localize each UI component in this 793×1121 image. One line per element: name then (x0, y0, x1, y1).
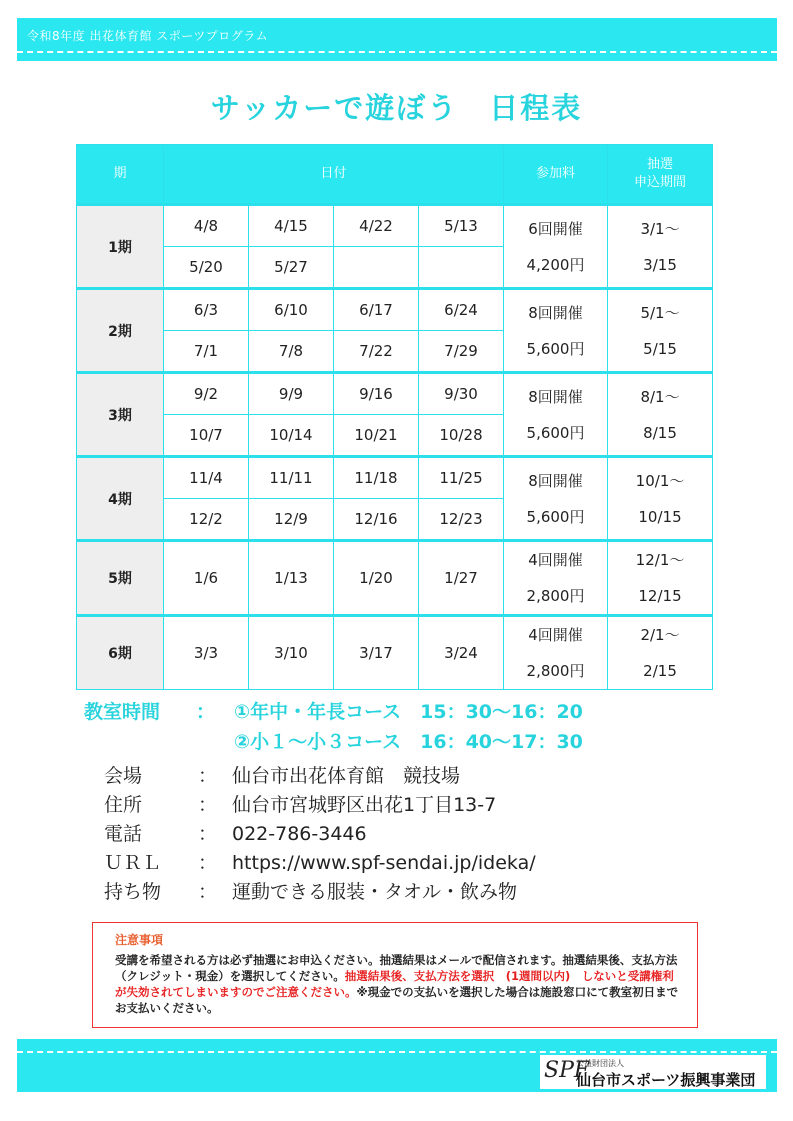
page-title: サッカーで遊ぼう 日程表 (210, 91, 583, 125)
url-value: https://www.spf-sendai.jp/ideka/ (232, 852, 536, 874)
fee-amount: 4,200円 (526, 255, 585, 274)
phone-value: 022-786-3446 (232, 823, 367, 845)
application-cell (608, 541, 713, 616)
period-group-2 (77, 289, 713, 373)
date-cell: 6/10 (249, 289, 334, 331)
class-time-colon: ： (196, 701, 216, 723)
date-cell: 4/22 (334, 205, 419, 247)
items-value: 運動できる服装・タオル・飲み物 (232, 881, 518, 903)
notice-text-warning: 抽選結果後、支払方法を選択 (1週間以内) しないと受講権利が失効されてしまいますのでご注意ください。 (115, 969, 674, 999)
period-label: 1期 (77, 205, 164, 289)
class-time-row-2 (84, 727, 583, 757)
fee-amount: 2,800円 (526, 587, 585, 605)
class-time-label: 教室時間 (84, 701, 161, 723)
class-time-row-1 (84, 697, 583, 727)
application-end: 5/15 (643, 339, 677, 358)
fee-sessions: 8回開催 (528, 471, 583, 490)
period-group-4 (77, 457, 713, 541)
date-cell: 12/23 (419, 499, 504, 541)
date-cell: 3/10 (249, 616, 334, 690)
date-cell: 11/18 (334, 457, 419, 499)
period-label: 5期 (77, 541, 164, 616)
date-cell: 1/27 (419, 541, 504, 616)
date-cell: 1/20 (334, 541, 419, 616)
course-1: ①年中・年長コース 15：30～16：20 (234, 701, 583, 723)
organization-logo (540, 1055, 766, 1089)
info-colon: ： (198, 881, 218, 903)
info-row-venue (104, 762, 536, 791)
fee-cell (504, 289, 608, 373)
date-cell: 4/8 (164, 205, 249, 247)
application-cell (608, 289, 713, 373)
application-end: 3/15 (643, 255, 677, 274)
application-end: 10/15 (638, 507, 682, 526)
period-label: 3期 (77, 373, 164, 457)
date-cell: 11/4 (164, 457, 249, 499)
fee-cell (504, 205, 608, 289)
application-cell (608, 457, 713, 541)
class-time-section (84, 697, 583, 757)
address-label: 住所 (104, 794, 143, 816)
date-cell: 6/17 (334, 289, 419, 331)
items-label: 持ち物 (104, 881, 162, 903)
table-row (77, 457, 713, 499)
date-cell: 6/24 (419, 289, 504, 331)
date-cell: 10/28 (419, 415, 504, 457)
application-start: 5/1～ (640, 303, 680, 322)
date-cell: 9/16 (334, 373, 419, 415)
notice-text-1: 受講を希望される方は必ず抽選にお申込ください。抽選結果はメールで配信されます。抽選結果後、支払方法（クレジット・現金）を選択してください。 (115, 953, 678, 983)
schedule-table (76, 144, 713, 690)
logo-subtitle: 公益財団法人 (576, 1059, 624, 1068)
info-section (104, 762, 536, 907)
date-cell (334, 247, 419, 289)
date-cell: 7/8 (249, 331, 334, 373)
application-cell (608, 205, 713, 289)
date-cell: 3/24 (419, 616, 504, 690)
date-cell: 1/13 (249, 541, 334, 616)
fee-sessions: 8回開催 (528, 387, 583, 406)
fee-amount: 2,800円 (526, 662, 585, 680)
info-colon: ： (198, 765, 218, 787)
period-label: 4期 (77, 457, 164, 541)
date-cell: 7/29 (419, 331, 504, 373)
date-cell: 9/9 (249, 373, 334, 415)
notice-title: 注意事項 (115, 933, 164, 947)
header-dates: 日付 (164, 145, 504, 205)
date-cell: 11/11 (249, 457, 334, 499)
date-cell: 1/6 (164, 541, 249, 616)
info-colon: ： (198, 794, 218, 816)
venue-value: 仙台市出花体育館 競技場 (232, 765, 461, 787)
header-band (17, 18, 777, 61)
course-2: ②小１～小３コース 16：40～17：30 (234, 731, 583, 753)
header-dashed-line (17, 51, 777, 53)
fee-sessions: 4回開催 (528, 626, 583, 644)
table-row (77, 541, 713, 616)
period-group-1 (77, 205, 713, 289)
application-start: 3/1～ (640, 219, 680, 238)
fee-cell (504, 457, 608, 541)
period-group-5 (77, 541, 713, 616)
application-start: 10/1～ (635, 471, 685, 490)
date-cell: 7/1 (164, 331, 249, 373)
period-label: 6期 (77, 616, 164, 690)
header-application-line1: 抽選 (647, 157, 674, 172)
fee-amount: 5,600円 (526, 423, 585, 442)
phone-label: 電話 (104, 823, 143, 845)
date-cell: 11/25 (419, 457, 504, 499)
date-cell (419, 247, 504, 289)
application-start: 12/1～ (635, 551, 685, 569)
table-row (77, 205, 713, 247)
date-cell: 10/7 (164, 415, 249, 457)
date-cell: 5/27 (249, 247, 334, 289)
fee-cell (504, 373, 608, 457)
application-cell (608, 616, 713, 690)
date-cell: 6/3 (164, 289, 249, 331)
info-row-items (104, 878, 536, 907)
url-label: ＵＲＬ (104, 852, 162, 874)
fee-sessions: 8回開催 (528, 303, 583, 322)
footer-dashed-line (17, 1051, 777, 1053)
notice-body (115, 952, 683, 1016)
date-cell: 3/17 (334, 616, 419, 690)
header-application-line2: 申込期間 (634, 175, 687, 190)
info-row-url (104, 849, 536, 878)
application-end: 8/15 (643, 423, 677, 442)
fee-sessions: 6回開催 (528, 219, 583, 238)
period-group-3 (77, 373, 713, 457)
info-row-phone (104, 820, 536, 849)
date-cell: 5/13 (419, 205, 504, 247)
info-row-address (104, 791, 536, 820)
date-cell: 10/21 (334, 415, 419, 457)
info-colon: ： (198, 823, 218, 845)
spf-logo-mark: SPF (544, 1058, 590, 1083)
notice-text-2: ※現金での支払いを選択した場合は施設窓口にて教室初日までお支払いください。 (115, 985, 679, 1015)
application-start: 2/1～ (640, 626, 680, 644)
header-text: 令和8年度 出花体育館 スポーツプログラム (27, 29, 269, 43)
application-end: 2/15 (643, 662, 677, 680)
header-period: 期 (77, 145, 164, 205)
date-cell: 3/3 (164, 616, 249, 690)
application-end: 12/15 (638, 587, 682, 605)
info-colon: ： (198, 852, 218, 874)
date-cell: 7/22 (334, 331, 419, 373)
period-group-6 (77, 616, 713, 690)
notice-box (92, 922, 698, 1028)
fee-sessions: 4回開催 (528, 551, 583, 569)
header-fee: 参加料 (504, 145, 608, 205)
logo-organization-name: 仙台市スポーツ振興事業団 (576, 1071, 756, 1089)
address-value: 仙台市宮城野区出花1丁目13-7 (232, 794, 497, 816)
date-cell: 9/2 (164, 373, 249, 415)
date-cell: 9/30 (419, 373, 504, 415)
application-cell (608, 373, 713, 457)
header-application (608, 145, 713, 205)
fee-amount: 5,600円 (526, 507, 585, 526)
period-label: 2期 (77, 289, 164, 373)
venue-label: 会場 (104, 765, 143, 787)
fee-amount: 5,600円 (526, 339, 585, 358)
fee-cell (504, 541, 608, 616)
table-row (77, 373, 713, 415)
application-start: 8/1～ (640, 387, 680, 406)
date-cell: 4/15 (249, 205, 334, 247)
date-cell: 12/9 (249, 499, 334, 541)
date-cell: 12/16 (334, 499, 419, 541)
table-header-row (77, 145, 713, 205)
table-row (77, 616, 713, 690)
fee-cell (504, 616, 608, 690)
date-cell: 5/20 (164, 247, 249, 289)
date-cell: 12/2 (164, 499, 249, 541)
date-cell: 10/14 (249, 415, 334, 457)
table-row (77, 289, 713, 331)
